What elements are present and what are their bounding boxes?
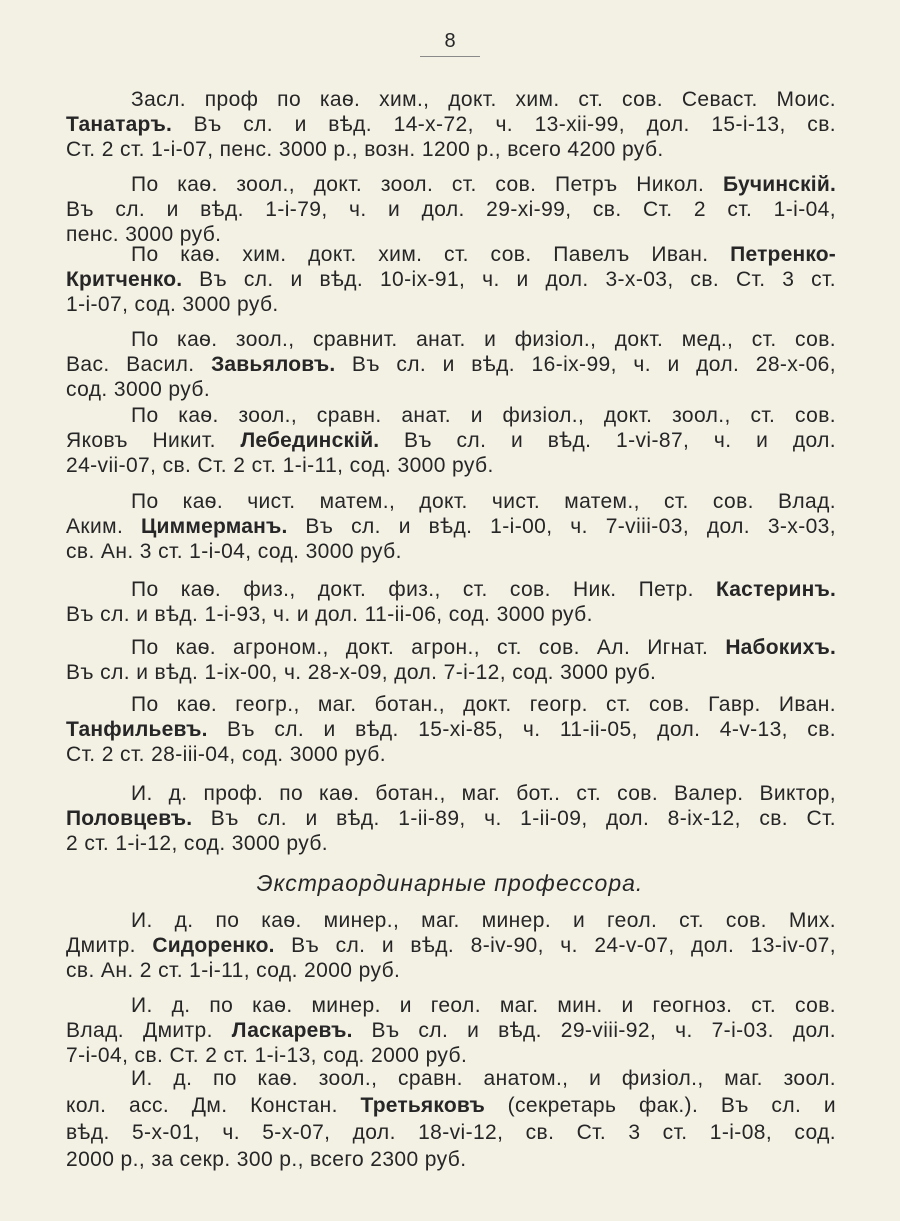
staff-name: Петренко- <box>730 243 836 266</box>
entry-text: Въ сл. и вѣд. 1-i-00, ч. 7-viii-03, дол. 3-x-03, <box>287 515 836 538</box>
entry-line <box>66 377 836 402</box>
entry-text: Въ сл. и вѣд. 8-iv-90, ч. 24-v-07, дол. 13-iv-07, <box>274 934 836 957</box>
entry-text: Дмитр. <box>66 934 153 957</box>
page-number: 8 <box>420 26 480 57</box>
entry-line <box>66 717 836 742</box>
entry-line <box>66 197 836 222</box>
entry-text: И. д. по каѳ. минер. и геол. маг. мин. и геогноз. ст. сов. <box>131 994 836 1017</box>
entry-line <box>66 403 836 428</box>
entry-line <box>66 87 836 112</box>
entry-text: По каѳ. чист. матем., докт. чист. матем., ст. сов. Влад. <box>131 490 836 513</box>
entry-line <box>66 539 836 564</box>
staff-name: Лебединскій. <box>240 429 380 452</box>
staff-name: Завьяловъ. <box>211 353 336 376</box>
staff-name: Критченко. <box>66 268 183 291</box>
entry-line <box>66 660 836 685</box>
entry-line <box>66 635 836 660</box>
entry-line <box>66 267 836 292</box>
entry-text: 1-i-07, сод. 3000 руб. <box>66 293 279 316</box>
entry-line <box>66 1146 836 1173</box>
staff-name: Набокихъ. <box>725 636 836 659</box>
entry-line <box>66 933 836 958</box>
entry-text: 2 ст. 1-i-12, сод. 3000 руб. <box>66 832 329 855</box>
entry-line <box>66 514 836 539</box>
entry-text: Въ сл. и вѣд. 29-viii-92, ч. 7-i-03. дол. <box>352 1019 836 1042</box>
entry-line <box>66 692 836 717</box>
staff-name: Танфильевъ. <box>66 718 208 741</box>
staff-entry <box>66 87 836 162</box>
entry-text: И. д. проф. по каѳ. ботан., маг. бот.. ст. сов. Валер. Виктор, <box>131 782 836 805</box>
entry-text: 2000 р., за секр. 300 р., всего 2300 руб. <box>66 1148 467 1171</box>
entry-line <box>66 172 836 197</box>
staff-name: Кастеринъ. <box>716 578 836 601</box>
entry-text: пенс. 3000 руб. <box>66 223 222 246</box>
section-heading: Экстраординарные профессора. <box>256 870 644 896</box>
entry-text: Въ сл. и вѣд. 1-i-79, ч. и дол. 29-xi-99, св. Ст. 2 ст. 1-i-04, <box>66 198 836 221</box>
entry-text: 24-vii-07, св. Ст. 2 ст. 1-i-11, сод. 3000 руб. <box>66 454 494 477</box>
entry-text: По каѳ. зоол., сравн. анат. и физіол., докт. зоол., ст. сов. <box>131 404 836 427</box>
entry-text: И. д. по каѳ. зоол., сравн. анатом., и физіол., маг. зоол. <box>131 1067 836 1090</box>
entry-text: св. Ан. 3 ст. 1-i-04, сод. 3000 руб. <box>66 540 402 563</box>
entry-text: По каѳ. хим. докт. хим. ст. сов. Павелъ Иван. <box>131 243 731 266</box>
entry-line <box>66 242 836 267</box>
staff-name: Циммерманъ. <box>141 515 288 538</box>
staff-entry <box>66 908 836 983</box>
entry-line <box>66 602 836 627</box>
entry-text: По каѳ. физ., докт. физ., ст. сов. Ник. Петр. <box>131 578 717 601</box>
entry-text: Яковъ Никит. <box>66 429 241 452</box>
entry-text: Вас. Васил. <box>66 353 212 376</box>
staff-name: Бучинскій. <box>722 173 836 196</box>
entry-line <box>66 428 836 453</box>
entry-text: сод. 3000 руб. <box>66 378 211 401</box>
entry-text: св. Ан. 2 ст. 1-i-11, сод. 2000 руб. <box>66 959 401 982</box>
entry-text: вѣд. 5-x-01, ч. 5-x-07, дол. 18-vi-12, св. Ст. 3 ст. 1-i-08, сод. <box>66 1121 836 1144</box>
staff-entry <box>66 489 836 564</box>
entry-text: По каѳ. агроном., докт. агрон., ст. сов. Ал. Игнат. <box>131 636 726 659</box>
entry-line <box>66 1092 836 1119</box>
entry-line <box>66 781 836 806</box>
entry-line <box>66 352 836 377</box>
entry-text: (секретарь фак.). Въ сл. и <box>484 1094 836 1117</box>
entry-text: Ст. 2 ст. 28-iii-04, сод. 3000 руб. <box>66 743 386 766</box>
entry-text: Въ сл. и вѣд. 14-x-72, ч. 13-xii-99, дол. 15-i-13, св. <box>172 113 836 136</box>
entry-line <box>66 806 836 831</box>
entry-line <box>66 1018 836 1043</box>
entry-text: 7-i-04, св. Ст. 2 ст. 1-i-13, сод. 2000 руб. <box>66 1044 468 1067</box>
entry-line <box>66 327 836 352</box>
entry-line <box>66 742 836 767</box>
entry-text: По каѳ. геогр., маг. ботан., докт. геогр. ст. сов. Гавр. Иван. <box>131 693 836 716</box>
entry-text: Влад. Дмитр. <box>66 1019 232 1042</box>
staff-entry <box>66 1065 836 1173</box>
entry-text: По каѳ. зоол., докт. зоол. ст. сов. Петръ Никол. <box>131 173 723 196</box>
staff-entry <box>66 635 836 685</box>
entry-line <box>66 112 836 137</box>
entry-text: Аким. <box>66 515 142 538</box>
entry-line <box>66 453 836 478</box>
entry-text: И. д. по каѳ. минер., маг. минер. и геол. ст. сов. Мих. <box>131 909 836 932</box>
entry-line <box>66 1119 836 1146</box>
entry-line <box>66 292 836 317</box>
entry-text: Въ сл. и вѣд. 1-ii-89, ч. 1-ii-09, дол. 8-ix-12, св. Ст. <box>192 807 836 830</box>
entry-text: Въ сл. и вѣд. 10-ix-91, ч. и дол. 3-x-03, св. Ст. 3 ст. <box>182 268 836 291</box>
entry-text: По каѳ. зоол., сравнит. анат. и физіол., докт. мед., ст. сов. <box>131 328 836 351</box>
entry-line <box>66 958 836 983</box>
entry-text: Засл. проф по каѳ. хим., докт. хим. ст. сов. Севаст. Моис. <box>131 88 836 111</box>
staff-entry <box>66 242 836 317</box>
staff-name: Танатаръ. <box>66 113 173 136</box>
staff-entry <box>66 577 836 627</box>
entry-text: кол. асс. Дм. Констан. <box>66 1094 361 1117</box>
staff-entry <box>66 403 836 478</box>
staff-entry <box>66 993 836 1068</box>
entry-text: Ст. 2 ст. 1-i-07, пенс. 3000 р., возн. 1200 р., всего 4200 руб. <box>66 138 664 161</box>
entry-line <box>66 489 836 514</box>
entry-line <box>66 908 836 933</box>
entry-line <box>66 137 836 162</box>
entry-text: Въ сл. и вѣд. 1-vi-87, ч. и дол. <box>379 429 836 452</box>
staff-name: Половцевъ. <box>66 807 193 830</box>
entry-line <box>66 831 836 856</box>
staff-name: Сидоренко. <box>152 934 275 957</box>
staff-entry <box>66 781 836 856</box>
entry-text: Въ сл. и вѣд. 16-ix-99, ч. и дол. 28-x-06, <box>335 353 836 376</box>
entry-text: Въ сл. и вѣд. 15-xi-85, ч. 11-ii-05, дол. 4-v-13, св. <box>207 718 836 741</box>
entry-line <box>66 1065 836 1092</box>
staff-name: Ласкаревъ. <box>231 1019 353 1042</box>
entry-text: Въ сл. и вѣд. 1-ix-00, ч. 28-x-09, дол. 7-i-12, сод. 3000 руб. <box>66 661 657 684</box>
entry-line <box>66 577 836 602</box>
entry-line <box>66 993 836 1018</box>
staff-entry <box>66 172 836 247</box>
staff-entry <box>66 692 836 767</box>
staff-entry <box>66 327 836 402</box>
staff-name: Третьяковъ <box>360 1094 485 1117</box>
entry-text: Въ сл. и вѣд. 1-i-93, ч. и дол. 11-ii-06, сод. 3000 руб. <box>66 603 593 626</box>
